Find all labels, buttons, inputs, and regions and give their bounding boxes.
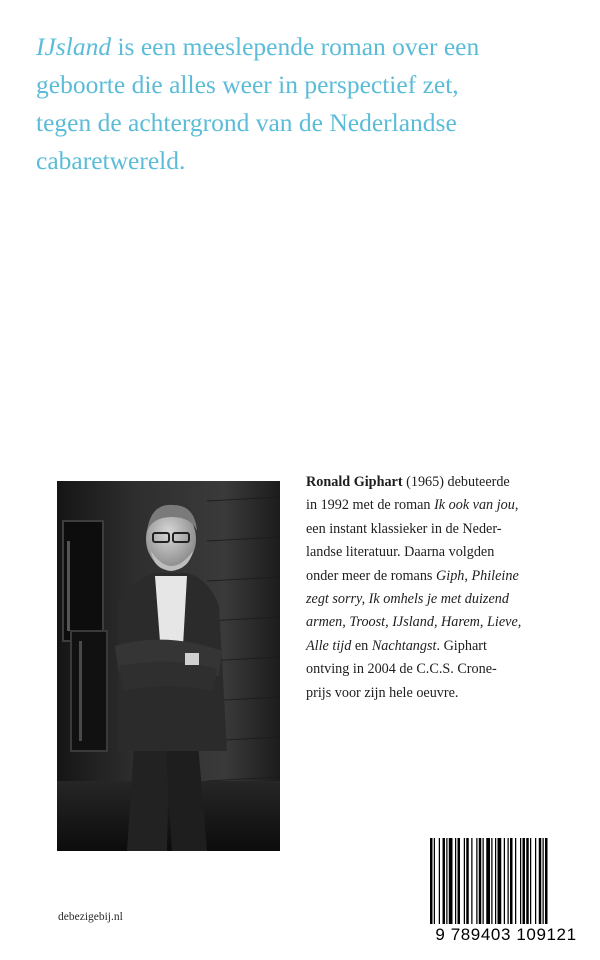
author-bio <box>306 471 576 705</box>
bio-line-5: onder meer de romans Giph, Phileine <box>306 567 519 584</box>
barcode-bar <box>515 838 516 924</box>
isbn-digits: 9 789403 109121 <box>435 925 577 944</box>
book-title: IJsland <box>36 32 112 61</box>
barcode-bar <box>510 838 513 924</box>
bio-line-7: armen, Troost, IJsland, Harem, Lieve, <box>306 614 522 631</box>
blurb-line-1: IJsland is een meeslepende roman over een <box>36 32 480 61</box>
barcode-bar <box>545 838 548 924</box>
barcode-bar <box>455 838 456 924</box>
cover-blurb <box>36 28 576 180</box>
bio-line-1: Ronald Giphart (1965) debuteerde <box>306 474 510 490</box>
blurb-line-2: geboorte die alles weer in perspectief zet, <box>36 70 459 99</box>
barcode-bar <box>479 838 482 924</box>
author-photo <box>57 481 280 851</box>
barcode-bar <box>449 838 453 924</box>
barcode-bar <box>508 838 509 924</box>
barcode-bar <box>526 838 529 924</box>
barcode-bar <box>430 838 433 924</box>
blurb-line-3: tegen de achtergrond van de Nederlandse <box>36 108 457 137</box>
barcode-bar <box>483 838 484 924</box>
bio-line-3: een instant klassieker in de Neder- <box>306 520 502 537</box>
barcode-bar <box>491 838 492 924</box>
bio-line-2: in 1992 met de roman Ik ook van jou, <box>306 497 519 514</box>
barcode-bar <box>495 838 496 924</box>
barcode-bar <box>476 838 477 924</box>
barcode-bar <box>486 838 490 924</box>
barcode-bar <box>543 838 544 924</box>
barcode-bar <box>523 838 526 924</box>
barcode-bar <box>498 838 502 924</box>
barcode-bar <box>446 838 447 924</box>
bio-line-6: zegt sorry, Ik omhels je met duizend <box>306 591 509 608</box>
bio-line-8: Alle tijd en Nachtangst. Giphart <box>306 637 487 654</box>
barcode-bar <box>535 838 536 924</box>
barcode-bar <box>458 838 461 924</box>
barcode-bar <box>443 838 446 924</box>
barcode-bar <box>471 838 472 924</box>
barcode-bars <box>418 838 594 928</box>
publisher-website: debezigebij.nl <box>58 911 123 923</box>
barcode-bar <box>439 838 440 924</box>
barcode-bar <box>539 838 542 924</box>
barcode-bar <box>464 838 465 924</box>
barcode-bar <box>520 838 521 924</box>
barcode-bar <box>466 838 469 924</box>
bio-line-10: prijs voor zijn hele oeuvre. <box>306 684 459 701</box>
author-name: Ronald Giphart <box>306 474 403 490</box>
blurb-line-4: cabaretwereld. <box>36 146 186 175</box>
author-photo-image <box>57 481 280 851</box>
bio-line-9: ontving in 2004 de C.C.S. Crone- <box>306 661 497 678</box>
bio-line-4: landse literatuur. Daarna volgden <box>306 544 495 561</box>
barcode-bar <box>530 838 531 924</box>
barcode-bar <box>434 838 435 924</box>
barcode-bar <box>504 838 505 924</box>
